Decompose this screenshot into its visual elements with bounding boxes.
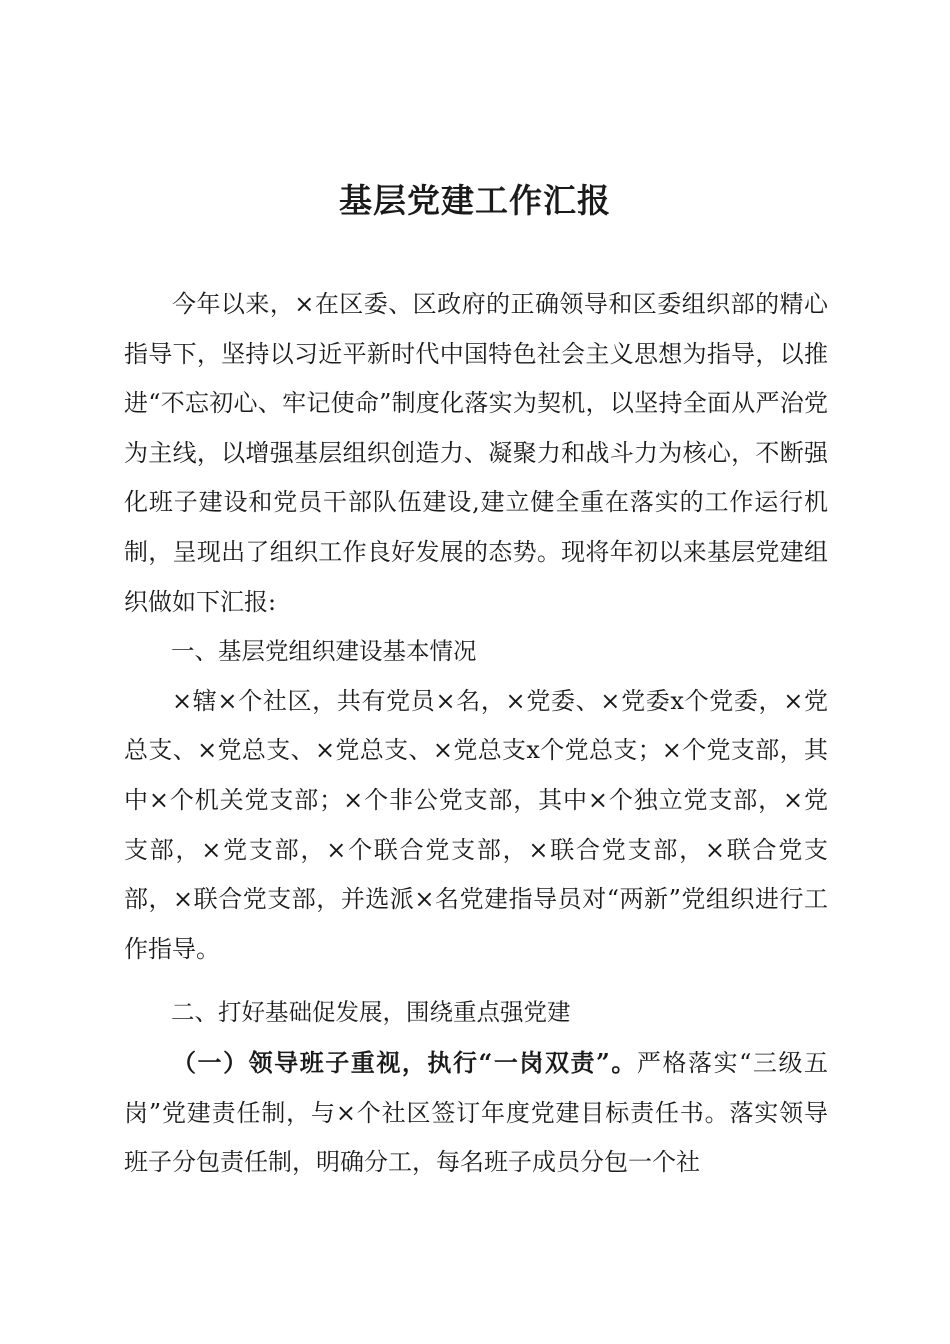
subsection-1-paragraph <box>124 1038 828 1188</box>
document-body <box>124 280 828 1188</box>
section-heading-1: 一、基层党组织建设基本情况 <box>171 637 477 666</box>
document-title: 基层党建工作汇报 <box>339 181 611 220</box>
subsection-1-lead: （一）领导班子重视，执行“一岗双责”。 <box>172 1047 637 1077</box>
intro-paragraph: 今年以来，×在区委、区政府的正确领导和区委组织部的精心指导下，坚持以习近平新时代中国特色社会主义思想为指导，以推进“不忘初心、牢记使命”制度化落实为契机，以坚持全面从严治党为主线，以增强基层组织创造力、凝聚力和战斗力为核心，不断强化班子建设和党员干部队伍建设,建立健全重在落实的工作运行机制，呈现出了组织工作良好发展的态势。现将年初以来基层党建组织做如下汇报: <box>124 290 828 616</box>
subsection-1-text: 严格落实“三级五岗”党建责任制，与×个社区签订年度党建目标责任书。落实领导班子分包责任制，明确分工，每名班子成员分包一个社 <box>124 1048 828 1177</box>
section-1-paragraph: ×辖×个社区，共有党员×名，×党委、×党委x个党委，×党总支、×党总支、×党总支、×党总支x个党总支；×个党支部，其中×个机关党支部；×个非公党支部，其中×个独立党支部，×党支部，×党支部，×个联合党支部，×联合党支部，×联合党支部，×联合党支部，并选派×名党建指导员对“两新”党组织进行工作指导。 <box>124 686 828 963</box>
section-heading-2: 二、打好基础促发展，围绕重点强党建 <box>171 998 571 1027</box>
